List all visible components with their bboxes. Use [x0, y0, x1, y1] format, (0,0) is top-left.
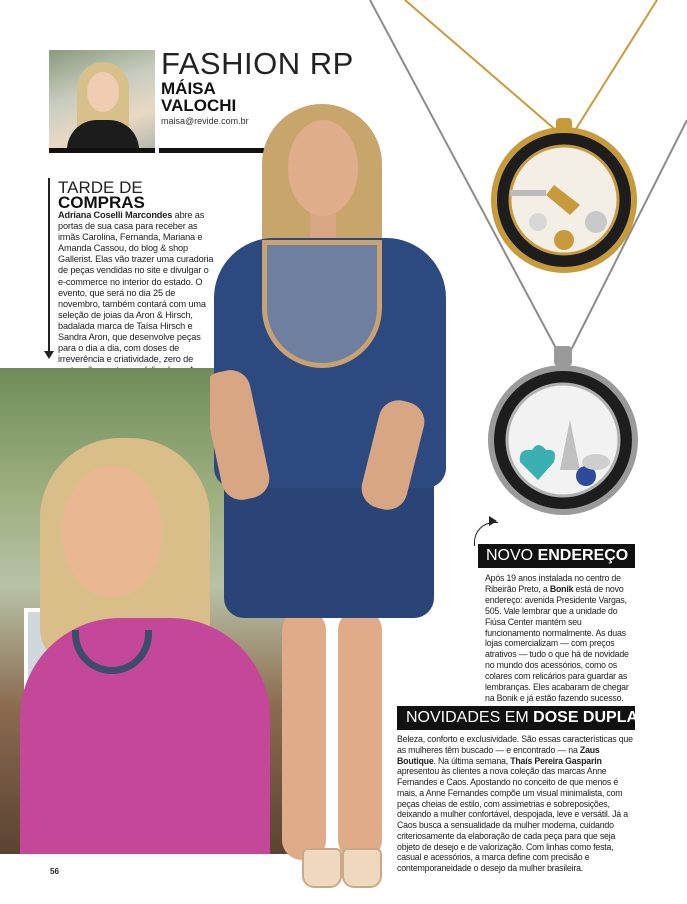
tarde-heading: COMPRAS [58, 193, 145, 212]
dose-store: Zaus Boutique [397, 744, 600, 766]
silver-locket-icon [491, 346, 635, 512]
model-face [288, 120, 358, 216]
model-leg-left [282, 610, 326, 860]
tarde-kicker: TARDE DE [58, 178, 143, 197]
endereco-body-2: está de novo endereço: avenida Presidente Vargas, 505. Vale lembrar que a unidade do Fiúsa Center mantém seu funcionamento normalmente. As duas lojas comercializam — com preços atrativos — tudo o que há de novidade no mundo dos acessórios, como os colares com relicários para guardar as lembranças. Eles acabaram de chegar na Bonik e já estão fazendo sucesso. [485, 583, 629, 703]
portrait-face [62, 466, 162, 598]
dose-body-1: Beleza, conforto e exclusividade. São essas características que as mulheres têm buscado — e encontrado — na [397, 734, 633, 755]
dose-person: Thaís Pereira Gasparin [510, 755, 602, 766]
endereco-heading-bold: ENDEREÇO [537, 547, 629, 564]
dose-body-3: apresentou às clientes a nova coleção das marcas Anne Fernandes e Caos. Apostando no conceito de que menos é mais, a Anne Fernandes compõe um visual minimalista, com peças cheias de estilo, com assimetrias e sobreposições, deixando a mulher confortável, despojada, leve e versátil. Já a Caos busca a sensualidade da mulher moderna, cuidando criteriosamente da elaboração de cada peça para que seja objeto de desejo e de valorização. Com linhas como festa, casual e acessórios, a marca define com precisão e contemporaneidade o desejo da mulher brasileira. [397, 766, 628, 873]
pendant-necklaces [360, 0, 687, 545]
endereco-body [485, 573, 637, 704]
dose-body [397, 734, 637, 874]
tarde-body-text: abre as portas de sua casa para receber as irmãs Carolina, Fernanda, Mariana e Amanda Cassou, do blog & shop Gallerist. Elas vão trazer uma curadoria de peças vendidas no site e divulgar o e-commerce no interior do estado. O evento, que será no dia 25 de novembro, também contará com uma seleção de joias da Aron & Hirsch, badalada marca de Taísa Hirsch e Sandra Aron, que desenvolve peças para o dia a dia, com doses de irreverência e criatividade, zero de [58, 210, 214, 365]
arrow-down-icon [44, 351, 54, 359]
gold-locket-icon [494, 118, 634, 270]
dose-heading-bold: DOSE DUPLA [533, 709, 639, 726]
endereco-brand: Bonik [549, 583, 574, 594]
author-photo [49, 50, 155, 150]
endereco-body-1: Após 19 anos instalada no centro de Ribeirão Preto, a [485, 573, 621, 594]
model-shoe-right [342, 848, 382, 888]
photo-rule [49, 148, 155, 153]
section-bar [48, 178, 50, 354]
dose-heading-light: NOVIDADES EM [406, 709, 534, 726]
endereco-heading [478, 544, 635, 568]
author-email[interactable]: maisa@revide.com.br [161, 116, 249, 126]
page-number: 56 [50, 867, 59, 876]
model-shoe-left [302, 848, 342, 888]
dose-heading [397, 706, 639, 730]
author-name: MÁISA VALOCHI [161, 79, 237, 115]
column-title: FASHION RP [161, 46, 354, 81]
endereco-heading-light: NOVO [486, 547, 538, 564]
dose-body-2: . Na última semana, [433, 755, 511, 766]
model-leg-right [338, 610, 382, 860]
author-photo-face [87, 72, 119, 112]
arrow-head-icon [489, 516, 497, 526]
tarde-lead-name: Adriana Coselli Marcondes [58, 210, 173, 220]
